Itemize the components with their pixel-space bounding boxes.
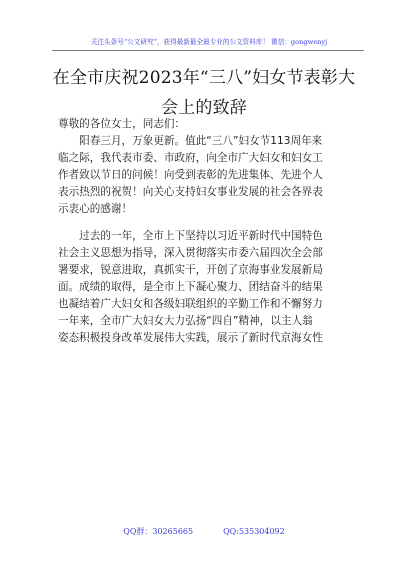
footer-qq-number: QQ:535304092 [223, 527, 285, 536]
footer-qq-group: QQ群：30265665 [123, 527, 194, 536]
body-line: 一年来，全市广大妇女大力弘扬“四自”精神，以主人翁 [58, 315, 313, 327]
body-line: 社会主义思想为指导，深入贯彻落实市委六届四次全会部 [58, 247, 323, 259]
body-line: 过去的一年，全市上下坚持以习近平新时代中国特色 [58, 230, 323, 242]
header-divider [52, 50, 364, 51]
body-line: 也凝结着广大妇女和各级妇联组织的辛勤工作和不懈努力 [58, 298, 323, 310]
document-title-line-2: 会上的致辞 [161, 98, 247, 118]
header-banner: 关注头条号“公文研究”，获得最新最全最专业的公文资料库！ 微信：gongwenyj [90, 38, 328, 46]
body-line: 示衷心的感谢！ [58, 203, 133, 215]
body-line: 表示热烈的祝贺！向关心支持妇女事业发展的社会各界表 [58, 186, 323, 198]
body-line: 面。成绩的取得，是全市上下凝心聚力、团结奋斗的结果 [58, 281, 323, 293]
body-line: 署要求，锐意进取，真抓实干，开创了京海事业发展新局 [58, 264, 323, 276]
body-line: 临之际，我代表市委、市政府，向全市广大妇女和妇女工 [58, 152, 323, 164]
salutation: 尊敬的各位女士，同志们： [58, 118, 186, 130]
body-line: 作者致以节日的问候！向受到表彰的先进集体、先进个人 [58, 169, 323, 181]
body-line: 阳春三月，万象更新。值此“三八”妇女节113周年来 [58, 135, 323, 147]
body-line: 姿态积极投身改革发展伟大实践，展示了新时代京海女性 [58, 332, 323, 344]
footer-contact [0, 526, 408, 538]
document-title-line-1: 在全市庆祝2023年“三八”妇女节表彰大 [52, 68, 356, 88]
